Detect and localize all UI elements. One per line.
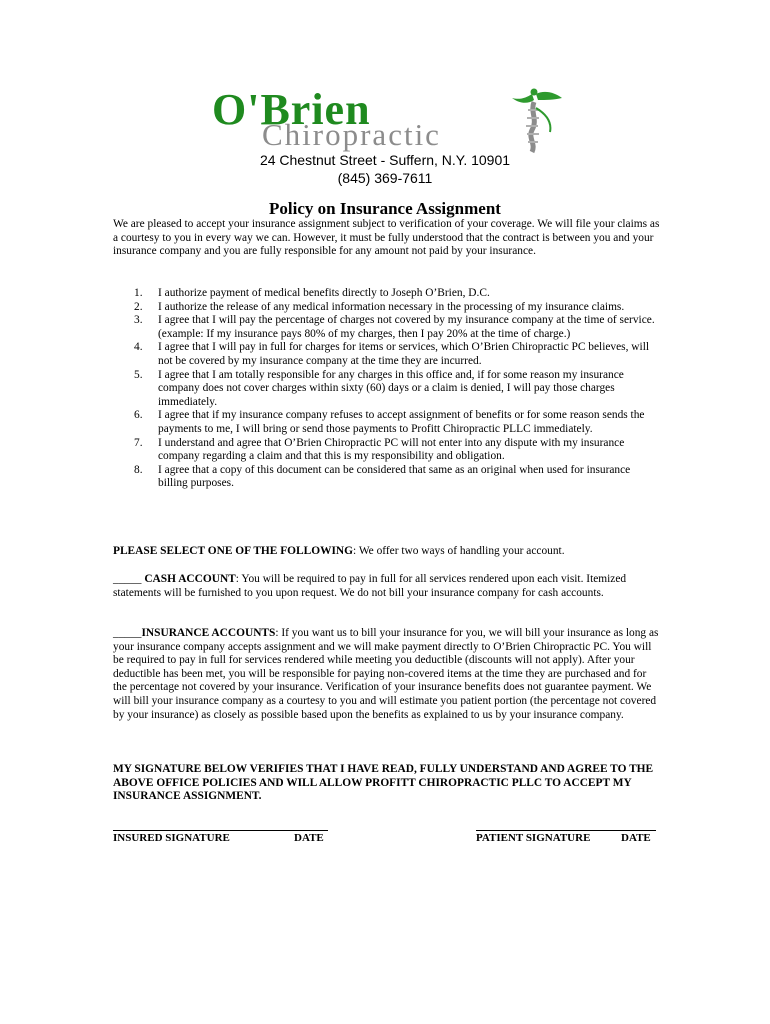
list-text: I understand and agree that O’Brien Chiropractic PC will not enter into any dispute with my insurance company regarding a claim and that this is my responsibility and obligation.	[158, 436, 625, 463]
patient-date-label: DATE	[621, 832, 651, 844]
list-item	[113, 341, 661, 368]
list-item	[113, 314, 661, 341]
cash-account-heading: CASH ACCOUNT	[144, 573, 236, 585]
cash-account-text: : You will be required to pay in full for all services rendered upon each visit. Itemized statements will be furnished to you upon request. We do not bill your insurance company for cash accounts.	[113, 573, 627, 599]
insurance-account-paragraph	[113, 627, 661, 722]
logo-name: O'Brien	[212, 85, 371, 134]
logo-subtitle: Chiropractic	[262, 117, 441, 152]
list-text: I agree that if my insurance company refuses to accept assignment of benefits or for some reason sends the payments to me, I will bring or send those payments to Profitt Chiropractic PLLC immediately.	[158, 409, 645, 435]
list-text: I agree that a copy of this document can be considered that same as an original when used for insurance billing purposes.	[158, 463, 631, 490]
spine-figure-icon	[506, 88, 564, 154]
list-number: 7.	[134, 436, 143, 449]
clinic-logo	[212, 85, 572, 154]
list-item	[113, 287, 661, 301]
patient-signature-label: PATIENT SIGNATURE	[476, 832, 591, 844]
page-title: Policy on Insurance Assignment	[269, 199, 501, 218]
list-item	[113, 409, 661, 436]
insurance-account-text: : If you want us to bill your insurance for you, we will bill your insurance as long as your insurance company accepts assignment and we will make payment directly to O’Brien Chiropractic PC. You will be required to pay in full for services rendered while meeting you deductible (discounts will not apply). After your deductible has been met, you will be responsible for paying non-covered items at the time they are purchased and for the percentage not covered by your insurance. Verification of your insurance benefits does not guarantee payment. We will bill your insurance company as a courtesy to you and will estimate you patient portion (the percentage not covered by your insurance) as closely as possible based upon the benefits as explained to us by your insurance company.	[113, 627, 659, 721]
patient-signature-line[interactable]	[476, 830, 656, 831]
list-number: 3.	[134, 314, 143, 327]
signature-statement: MY SIGNATURE BELOW VERIFIES THAT I HAVE READ, FULLY UNDERSTAND AND AGREE TO THE ABOVE OFFICE POLICIES AND WILL ALLOW PROFITT CHIROPRACTIC PLLC TO ACCEPT MY INSURANCE ASSIGNMENT.	[113, 763, 654, 803]
insured-signature-label: INSURED SIGNATURE	[113, 832, 230, 844]
select-heading: PLEASE SELECT ONE OF THE FOLLOWING	[113, 545, 354, 557]
list-number: 8.	[134, 463, 143, 476]
select-text: : We offer two ways of handling your account.	[353, 545, 565, 557]
insured-signature-line[interactable]	[113, 830, 328, 831]
list-item	[113, 369, 661, 410]
list-item	[113, 301, 661, 315]
list-number: 1.	[134, 287, 143, 299]
cash-account-paragraph	[113, 573, 661, 600]
intro-paragraph: We are pleased to accept your insurance assignment subject to verification of your coverage. We will file your claims as a courtesy to you in every way we can. However, it must be fully understood that the contract is between you and your insurance company and you are fully responsible for any amount not paid by your insurance.	[113, 218, 660, 258]
list-text: I authorize payment of medical benefits directly to Joseph O’Brien, D.C.	[158, 287, 490, 299]
list-item	[113, 464, 661, 491]
clinic-phone: (845) 369-7611	[337, 170, 433, 186]
insurance-account-heading: INSURANCE ACCOUNTS	[141, 627, 276, 639]
select-paragraph	[113, 545, 661, 559]
list-text: I authorize the release of any medical information necessary in the processing of my insurance claims.	[158, 300, 625, 313]
list-text: I agree that I will pay in full for charges for items or services, which O’Brien Chiropractic PC believes, will not be covered by my insurance company at the time they are incurred.	[158, 341, 650, 367]
list-number: 6.	[134, 409, 143, 422]
list-text: I agree that I will pay the percentage of charges not covered by my insurance company at the time of service. (example: If my insurance pays 80% of my charges, then I pay 20% at the time of charge.)	[158, 314, 655, 340]
list-item	[113, 437, 661, 464]
list-number: 5.	[134, 368, 143, 381]
list-number: 2.	[134, 300, 143, 313]
insured-date-label: DATE	[294, 832, 324, 844]
clinic-address: 24 Chestnut Street - Suffern, N.Y. 10901	[259, 152, 511, 168]
cash-account-blank[interactable]: _____	[113, 573, 145, 585]
list-text: I agree that I am totally responsible for any charges in this office and, if for some reason my insurance company does not cover charges within sixty (60) days or a claim is denied, I will pay those charges immediately.	[158, 368, 624, 408]
policy-list	[113, 287, 661, 491]
list-number: 4.	[134, 341, 143, 354]
insurance-account-blank[interactable]: _____	[113, 627, 142, 639]
